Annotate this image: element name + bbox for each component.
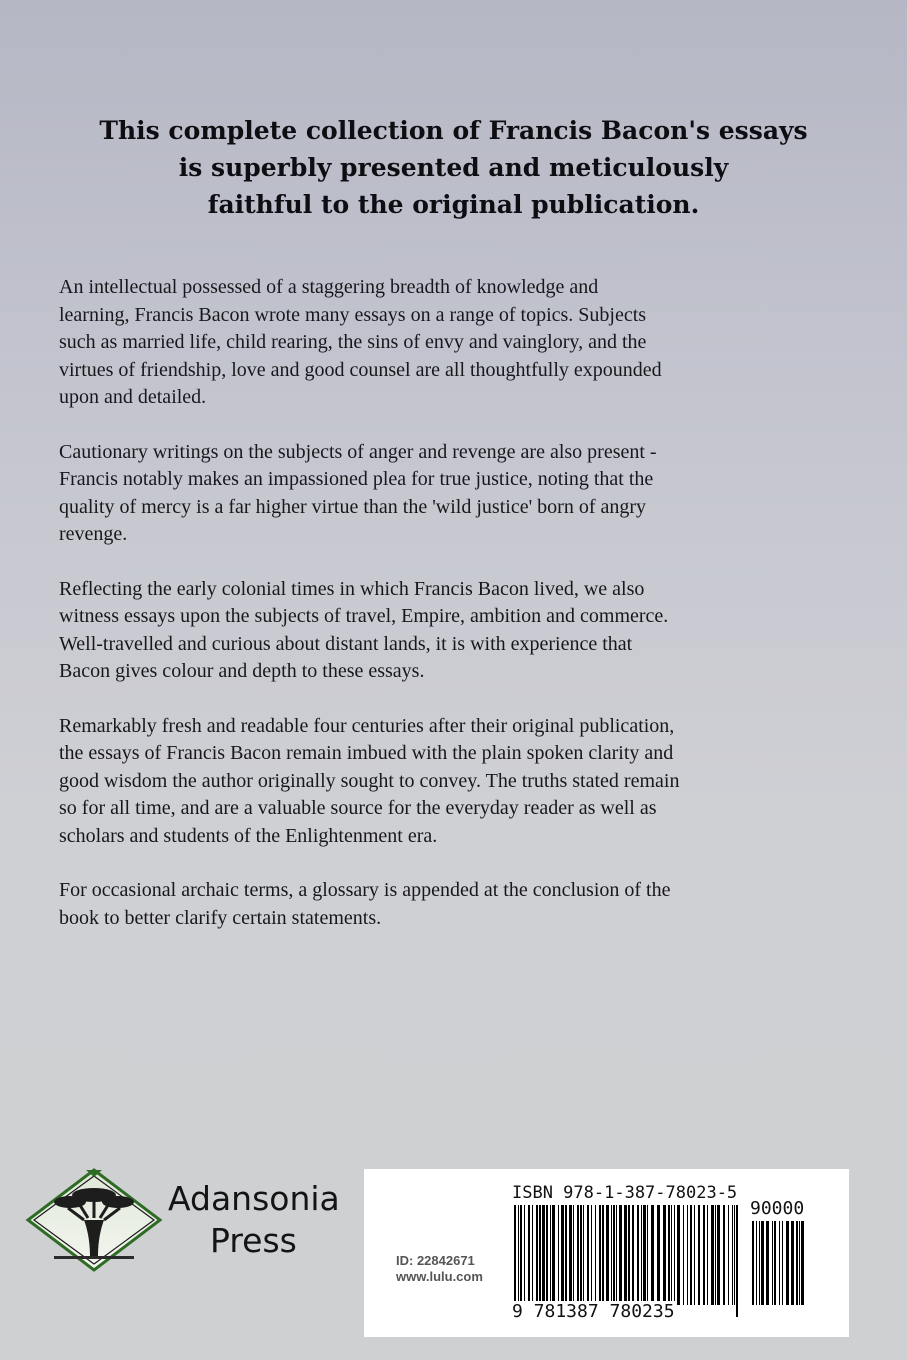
barcode-bar [546,1205,548,1305]
blurb-line: Cautionary writings on the subjects of anger and revenge are also present - [59,440,657,463]
barcode-bar [518,1205,519,1305]
barcode-bar [687,1205,688,1305]
barcode-bar [524,1205,525,1305]
blurb-paragraph [59,576,849,686]
barcode-bar [779,1221,780,1305]
barcode-bar [595,1205,596,1305]
barcode-bar [703,1205,705,1305]
barcode-digits: 9 781387 780235 [512,1301,675,1322]
barcode-bar [663,1205,666,1305]
blurb-line: Bacon gives colour and depth to these essays. [59,660,425,682]
barcode-bar [774,1221,776,1305]
barcode-bar [611,1205,612,1305]
barcode-bar [668,1205,670,1305]
barcode-bar [539,1205,541,1305]
tagline-line: is superbly presented and meticulously [178,153,729,182]
barcode-bar [683,1205,684,1305]
blurb-line: Well-travelled and curious about distant lands, it is with experience that [59,632,633,655]
barcode-bar [619,1205,622,1305]
barcode-bar [599,1205,601,1305]
barcode-bar [606,1205,609,1305]
barcode-bar [561,1205,564,1305]
blurb-line: An intellectual possessed of a staggering breadth of knowledge and [59,276,599,298]
blurb-line: so for all time, and are a valuable source for the everyday reader as well as [59,797,657,819]
barcode-bar [723,1205,725,1305]
publisher-logo [24,1168,359,1273]
barcode-bar [520,1205,522,1305]
barcode-bar [643,1205,646,1305]
barcode-bar [799,1221,800,1305]
barcode-panel [364,1169,849,1337]
blurb-line: such as married life, child rearing, the sins of envy and vainglory, and the [59,331,647,353]
barcode-bar [728,1205,729,1305]
tagline-line: faithful to the original publication. [207,190,700,219]
barcode-bar [766,1221,769,1305]
blurb-paragraph [59,439,849,549]
barcode-bar [583,1205,584,1305]
barcode-bar [602,1205,604,1305]
barcode-bar [671,1205,672,1305]
barcode-bar [558,1205,559,1305]
blurb-line: book to better clarify certain statements. [59,906,382,929]
blurb-paragraph [59,877,849,932]
barcode-bar [565,1205,567,1305]
blurb-line: quality of mercy is a far higher virtue than the 'wild justice' born of angry [59,495,647,518]
barcode-bar [715,1205,716,1305]
barcode-bar [587,1205,589,1305]
blurb-paragraph [59,713,849,851]
barcode-bar [532,1205,533,1305]
barcode-bar [698,1205,700,1305]
blurb-line: witness essays upon the subjects of travel, Empire, ambition and commerce. [59,605,669,627]
barcode-bar [761,1221,764,1305]
blurb-line: the essays of Francis Bacon remain imbued with the plain spoken clarity and [59,742,674,764]
barcode-bar [580,1205,582,1305]
barcode-bar [782,1221,783,1305]
barcode-bar [732,1205,733,1305]
barcode-bar [637,1205,639,1305]
barcode-bar [573,1205,574,1305]
barcode-bar [717,1205,720,1305]
barcode-bar [756,1221,757,1305]
barcode-bar [591,1205,592,1305]
barcode-bar [791,1221,794,1305]
print-id-label: ID: 22842671 [396,1253,475,1268]
blurb-line: learning, Francis Bacon wrote many essays on a range of topics. Subjects [59,303,647,326]
baobab-tree-icon [24,1168,164,1272]
barcode-bar [616,1205,617,1305]
publisher-name [168,1178,340,1262]
barcode-addon-digits: 90000 [750,1198,805,1219]
blurb-paragraph [59,274,849,412]
barcode-bar [647,1205,648,1305]
blurb-line: Reflecting the early colonial times in which Francis Bacon lived, we also [59,577,645,600]
addon-barcode [750,1221,810,1317]
blurb-line: upon and detailed. [59,386,207,408]
barcode-bar [759,1221,760,1305]
barcode-bar [528,1205,530,1305]
print-id-block [396,1253,483,1285]
barcode-bar [796,1221,798,1305]
barcode-bar [752,1221,754,1305]
barcode-bar [641,1205,642,1305]
print-website: www.lulu.com [396,1269,483,1284]
barcode-bar [786,1221,789,1305]
blurb-line: Remarkably fresh and readable four centuries after their original publication, [59,714,675,737]
barcode-bar [801,1221,804,1305]
barcode-bar [542,1205,545,1305]
barcode-bar [772,1221,773,1305]
blurb-line: good wisdom the author originally sought to convey. The truths stated remain [59,769,680,792]
blurb-line: virtues of friendship, love and good counsel are all thoughtfully expounded [59,358,662,381]
barcode-bar [674,1205,675,1305]
publisher-name-line: Adansonia [168,1179,340,1218]
barcode-bar [694,1205,695,1305]
barcode-bar [734,1205,735,1305]
blurb-line: revenge. [59,523,128,545]
barcode-bar [613,1205,615,1305]
barcode-bar [736,1205,738,1317]
barcode-bar [536,1205,538,1305]
blurb-line: scholars and students of the Enlightenment era. [59,824,438,847]
isbn-label: ISBN 978-1-387-78023-5 [512,1183,738,1203]
barcode-bar [569,1205,572,1305]
barcode-bar [651,1205,654,1305]
back-cover-tagline [60,112,847,223]
tagline-line: This complete collection of Francis Bacon's essays [99,116,808,145]
barcode-bar [711,1205,714,1305]
barcode-bar [690,1205,692,1305]
barcode-bar [552,1205,555,1305]
barcode-bar [577,1205,579,1305]
barcode-bar [632,1205,634,1305]
blurb-line: Francis notably makes an impassioned plea for true justice, noting that the [59,468,654,490]
blurb-body [59,274,849,959]
barcode-bar [707,1205,708,1305]
blurb-line: For occasional archaic terms, a glossary is appended at the conclusion of the [59,879,671,901]
barcode-bar [657,1205,660,1305]
barcode-bar [550,1205,551,1305]
barcode-bar [677,1205,680,1305]
publisher-name-line: Press [210,1221,297,1260]
